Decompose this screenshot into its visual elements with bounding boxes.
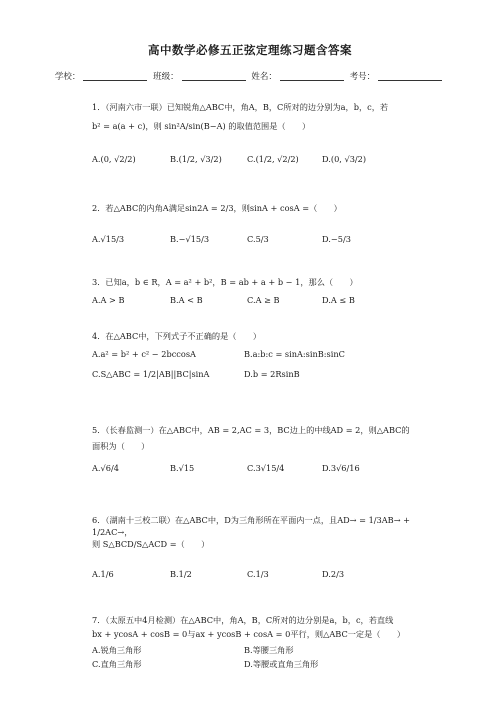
question-2-option-d[interactable]: D.−5/3 <box>322 234 351 244</box>
question-6-option-d[interactable]: D.2/3 <box>322 569 345 579</box>
question-4-stem: 4．在△ABC中，下列式子不正确的是（ ） <box>92 331 262 341</box>
question-4-option-b[interactable]: B.a:b:c = sinA:sinB:sinC <box>244 349 345 359</box>
question-5-option-b[interactable]: B.√15 <box>170 463 195 473</box>
question-1-option-a[interactable]: A.(0, √2/2) <box>92 154 136 164</box>
question-3-option-d[interactable]: D.A ≤ B <box>322 295 355 305</box>
question-2-option-b[interactable]: B.−√15/3 <box>170 234 210 244</box>
question-7-option-b[interactable]: B.等腰三角形 <box>244 645 294 655</box>
name-label: 姓名： <box>251 72 277 82</box>
name-blank[interactable] <box>280 72 344 81</box>
question-6-option-a[interactable]: A.1/6 <box>92 569 114 579</box>
question-7-options-row2 <box>92 659 432 673</box>
question-7-options-row1 <box>92 645 432 659</box>
question-6-option-b[interactable]: B.1/2 <box>170 569 192 579</box>
question-7-stem-line1: 7．（太原五中4月检测）在△ABC中，角A，B，C所对的边分别是a，b，c，若直线 <box>92 615 394 625</box>
question-7-option-d[interactable]: D.等腰或直角三角形 <box>244 659 319 669</box>
question-7-option-c[interactable]: C.直角三角形 <box>92 659 142 669</box>
question-7-stem-line2: bx + ycosA + cosB = 0与ax + ycosB + cosA = 0平行，则△ABC一定是（ ） <box>92 629 406 639</box>
question-2-option-c[interactable]: C.5/3 <box>247 234 269 244</box>
question-6-stem-line1: 6．（湖南十三校二联）在△ABC中，D为三角形所在平面内一点，且AD→ = 1/3AB→ + 1/2AC→， <box>92 515 411 537</box>
number-label: 考号： <box>349 72 376 82</box>
question-5-option-d[interactable]: D.3√6/16 <box>322 463 360 473</box>
question-1-option-c[interactable]: C.(1/2, √2/2) <box>247 154 299 164</box>
class-label: 班级： <box>153 72 179 82</box>
page-title: 高中数学必修五正弦定理练习题含答案 <box>148 43 352 57</box>
student-info-line <box>0 70 500 82</box>
question-4-options-row1 <box>92 349 432 363</box>
question-1-option-b[interactable]: B.(1/2, √3/2) <box>170 154 222 164</box>
question-3-options <box>92 295 432 309</box>
question-1-option-d[interactable]: D.(0, √3/2) <box>322 154 367 164</box>
number-blank[interactable] <box>378 72 442 81</box>
question-3-option-a[interactable]: A.A > B <box>92 295 125 305</box>
question-5-stem-line1: 5．（长春监测一）在△ABC中，AB = 2,AC = 3，BC边上的中线AD = 2，则△ABC的 <box>92 425 410 435</box>
school-label: 学校： <box>54 72 81 82</box>
question-6-stem-line2: 则 S△BCD/S△ACD =（ ） <box>92 539 210 549</box>
school-blank[interactable] <box>83 72 147 81</box>
class-blank[interactable] <box>182 72 246 81</box>
question-7-option-a[interactable]: A.锐角三角形 <box>92 645 142 655</box>
question-5-stem-line2: 面积为（ ） <box>92 441 150 451</box>
question-4-option-a[interactable]: A.a² = b² + c² − 2bccosA <box>92 349 196 359</box>
question-2-option-a[interactable]: A.√15/3 <box>92 234 125 244</box>
question-1-stem-line2: b² = a(a + c)，则 sin²A/sin(B−A) 的取值范围是（ ） <box>92 121 311 131</box>
question-4-options-row2 <box>92 369 432 383</box>
question-3-option-b[interactable]: B.A < B <box>170 295 203 305</box>
question-1-stem-line1: 1．（河南六市一联）已知锐角△ABC中，角A，B，C所对的边分别为a，b，c，若 <box>92 102 389 112</box>
question-4-option-c[interactable]: C.S△ABC = 1/2|AB||BC|sinA <box>92 369 210 379</box>
question-3-option-c[interactable]: C.A ≥ B <box>247 295 280 305</box>
question-5-option-a[interactable]: A.√6/4 <box>92 463 119 473</box>
question-5-option-c[interactable]: C.3√15/4 <box>247 463 285 473</box>
question-6-option-c[interactable]: C.1/3 <box>247 569 269 579</box>
question-5-options <box>92 463 432 477</box>
question-6-options <box>92 569 432 583</box>
question-2-options <box>92 234 432 248</box>
question-1-options <box>92 154 432 168</box>
question-4-option-d[interactable]: D.b = 2RsinB <box>244 369 300 379</box>
question-3-stem: 3．已知a，b ∈ R，A = a² + b²，B = ab + a + b − 1，那么（ ） <box>92 277 358 287</box>
question-2-stem: 2．若△ABC的内角A满足sin2A = 2/3，则sinA + cosA =（ ） <box>92 203 342 213</box>
